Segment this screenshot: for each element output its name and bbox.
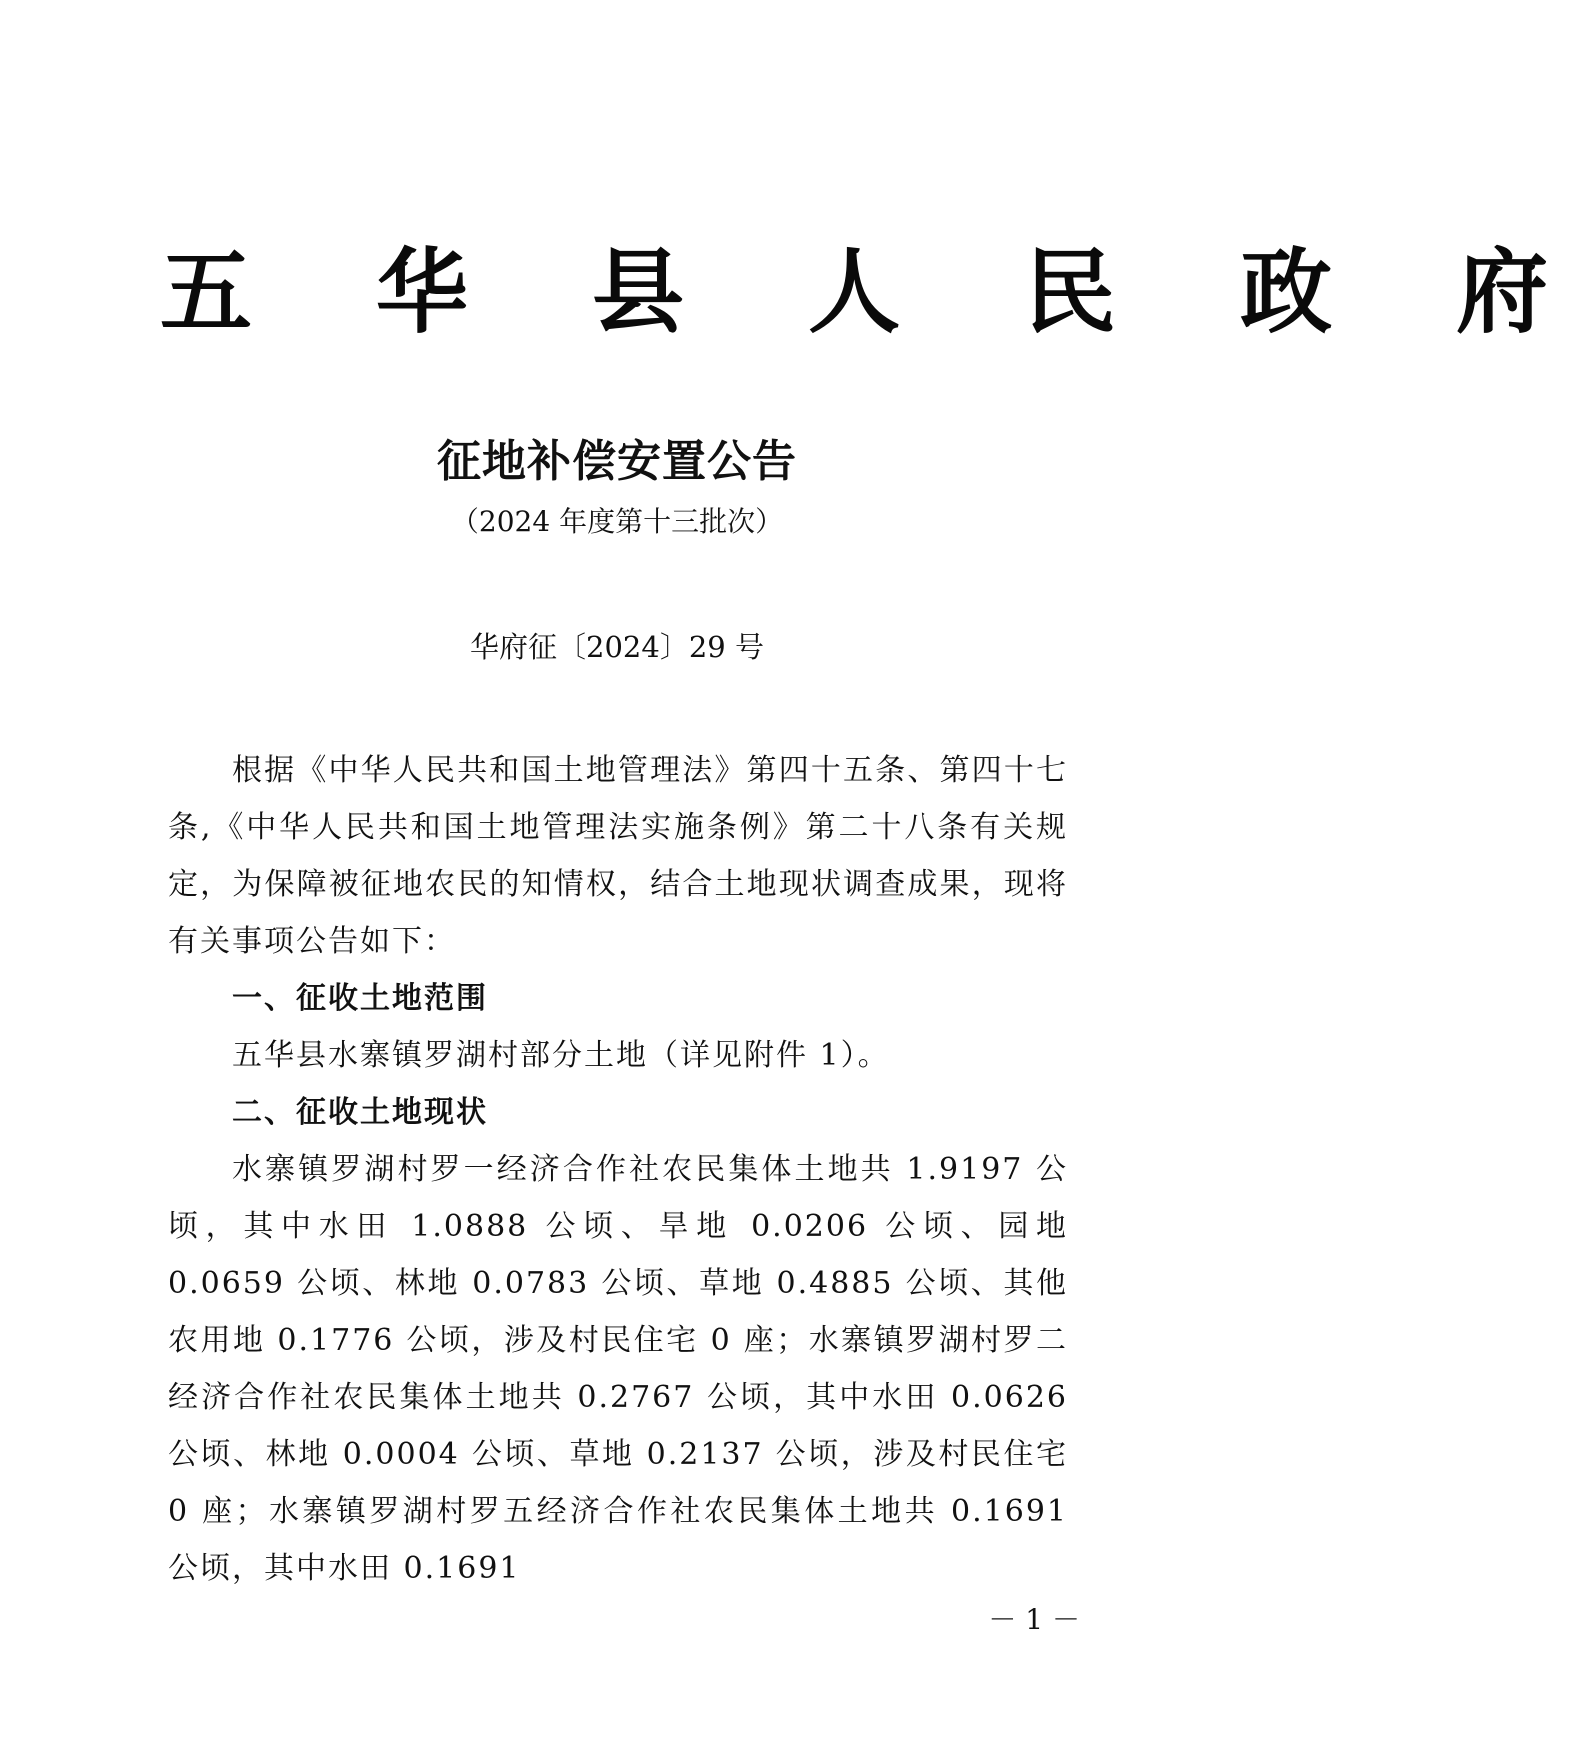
issuing-authority-title: 五 华 县 人 民 政 府 (160, 239, 1594, 346)
intro-paragraph: 根据《中华人民共和国土地管理法》第四十五条、第四十七条,《中华人民共和国土地管理法实施条例》第二十八条有关规定，为保障被征地农民的知情权，结合土地现状调查成果，现将有关事项公告如下： (168, 753, 1068, 959)
section-1-paragraph: 五华县水寨镇罗湖村部分土地（详见附件 1）。 (232, 1038, 890, 1073)
section-2-heading: 二、征收土地现状 (232, 1095, 488, 1130)
page-number: － 1 － (988, 1603, 1080, 1636)
notice-title: 征地补偿安置公告 (437, 436, 797, 487)
notice-body (168, 742, 1068, 1597)
document-number: 华府征〔2024〕29 号 (470, 630, 764, 664)
section-2-paragraph: 水寨镇罗湖村罗一经济合作社农民集体土地共 1.9197 公顷，其中水田 1.0888 公顷、旱地 0.0206 公顷、园地 0.0659 公顷、林地 0.0783 公顷、草地 0.4885 公顷、其他农用地 0.1776 公顷，涉及村民住宅 0 座；水寨镇罗湖村罗二经济合作社农民集体土地共 0.2767 公顷，其中水田 0.0626 公顷、林地 0.0004 公顷、草地 0.2137 公顷，涉及村民住宅 0 座；水寨镇罗湖村罗五经济合作社农民集体土地共 0.1691 公顷，其中水田 0.1691 (168, 1152, 1068, 1586)
notice-batch: （2024 年度第十三批次） (450, 505, 784, 538)
section-1-heading: 一、征收土地范围 (232, 981, 488, 1016)
